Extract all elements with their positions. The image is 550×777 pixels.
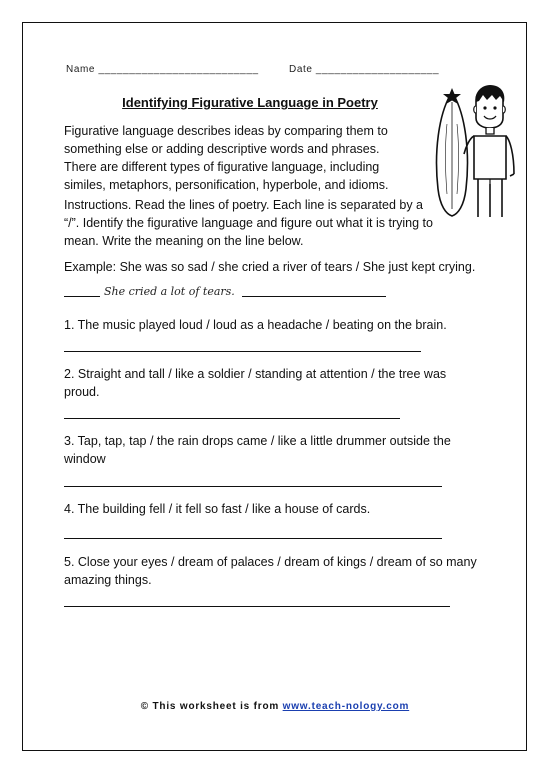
intro-paragraph: Figurative language describes ideas by comparing them to something else or adding descriptive words and phrases. There are different types of figurative language, including similes, metaphors, personification, hyperbole, and idioms. [64, 124, 389, 192]
instructions-paragraph: Instructions. Read the lines of poetry. Each line is separated by a “/”. Identify the figurative language and figure out what it is trying to mean. Write the meaning on the line below. [64, 198, 433, 248]
question-5-text: 5. Close your eyes / dream of palaces / dream of kings / dream of so many amazing things. [64, 555, 477, 587]
question-2-answer-line[interactable] [64, 418, 400, 419]
footer-credit [0, 701, 550, 712]
question-1-answer-line[interactable] [64, 351, 421, 352]
question-4-text: 4. The building fell / it fell so fast / like a house of cards. [64, 502, 371, 516]
footer-prefix: © This worksheet is from [140, 701, 283, 712]
example-answer-line-right [242, 296, 386, 297]
example-text: Example: She was so sad / she cried a river of tears / She just kept crying. [64, 260, 476, 274]
footer-website-link[interactable]: www.teach-nology.com [282, 701, 410, 712]
date-field-label: Date ____________________ [289, 64, 440, 75]
name-field-label: Name __________________________ [66, 64, 259, 75]
question-3-text: 3. Tap, tap, tap / the rain drops came / like a little drummer outside the window [64, 434, 451, 466]
question-3-answer-line[interactable] [64, 486, 442, 487]
question-4-answer-line[interactable] [64, 538, 442, 539]
example-answer-line-left [64, 296, 100, 297]
question-5-answer-line[interactable] [64, 606, 450, 607]
surfer-with-surfboard-icon [430, 84, 520, 219]
question-1-text: 1. The music played loud / loud as a headache / beating on the brain. [64, 318, 447, 332]
worksheet-title: Identifying Figurative Language in Poetry [122, 95, 378, 110]
example-answer: She cried a lot of tears. [104, 285, 235, 298]
question-2-text: 2. Straight and tall / like a soldier / standing at attention / the tree was proud. [64, 367, 447, 399]
